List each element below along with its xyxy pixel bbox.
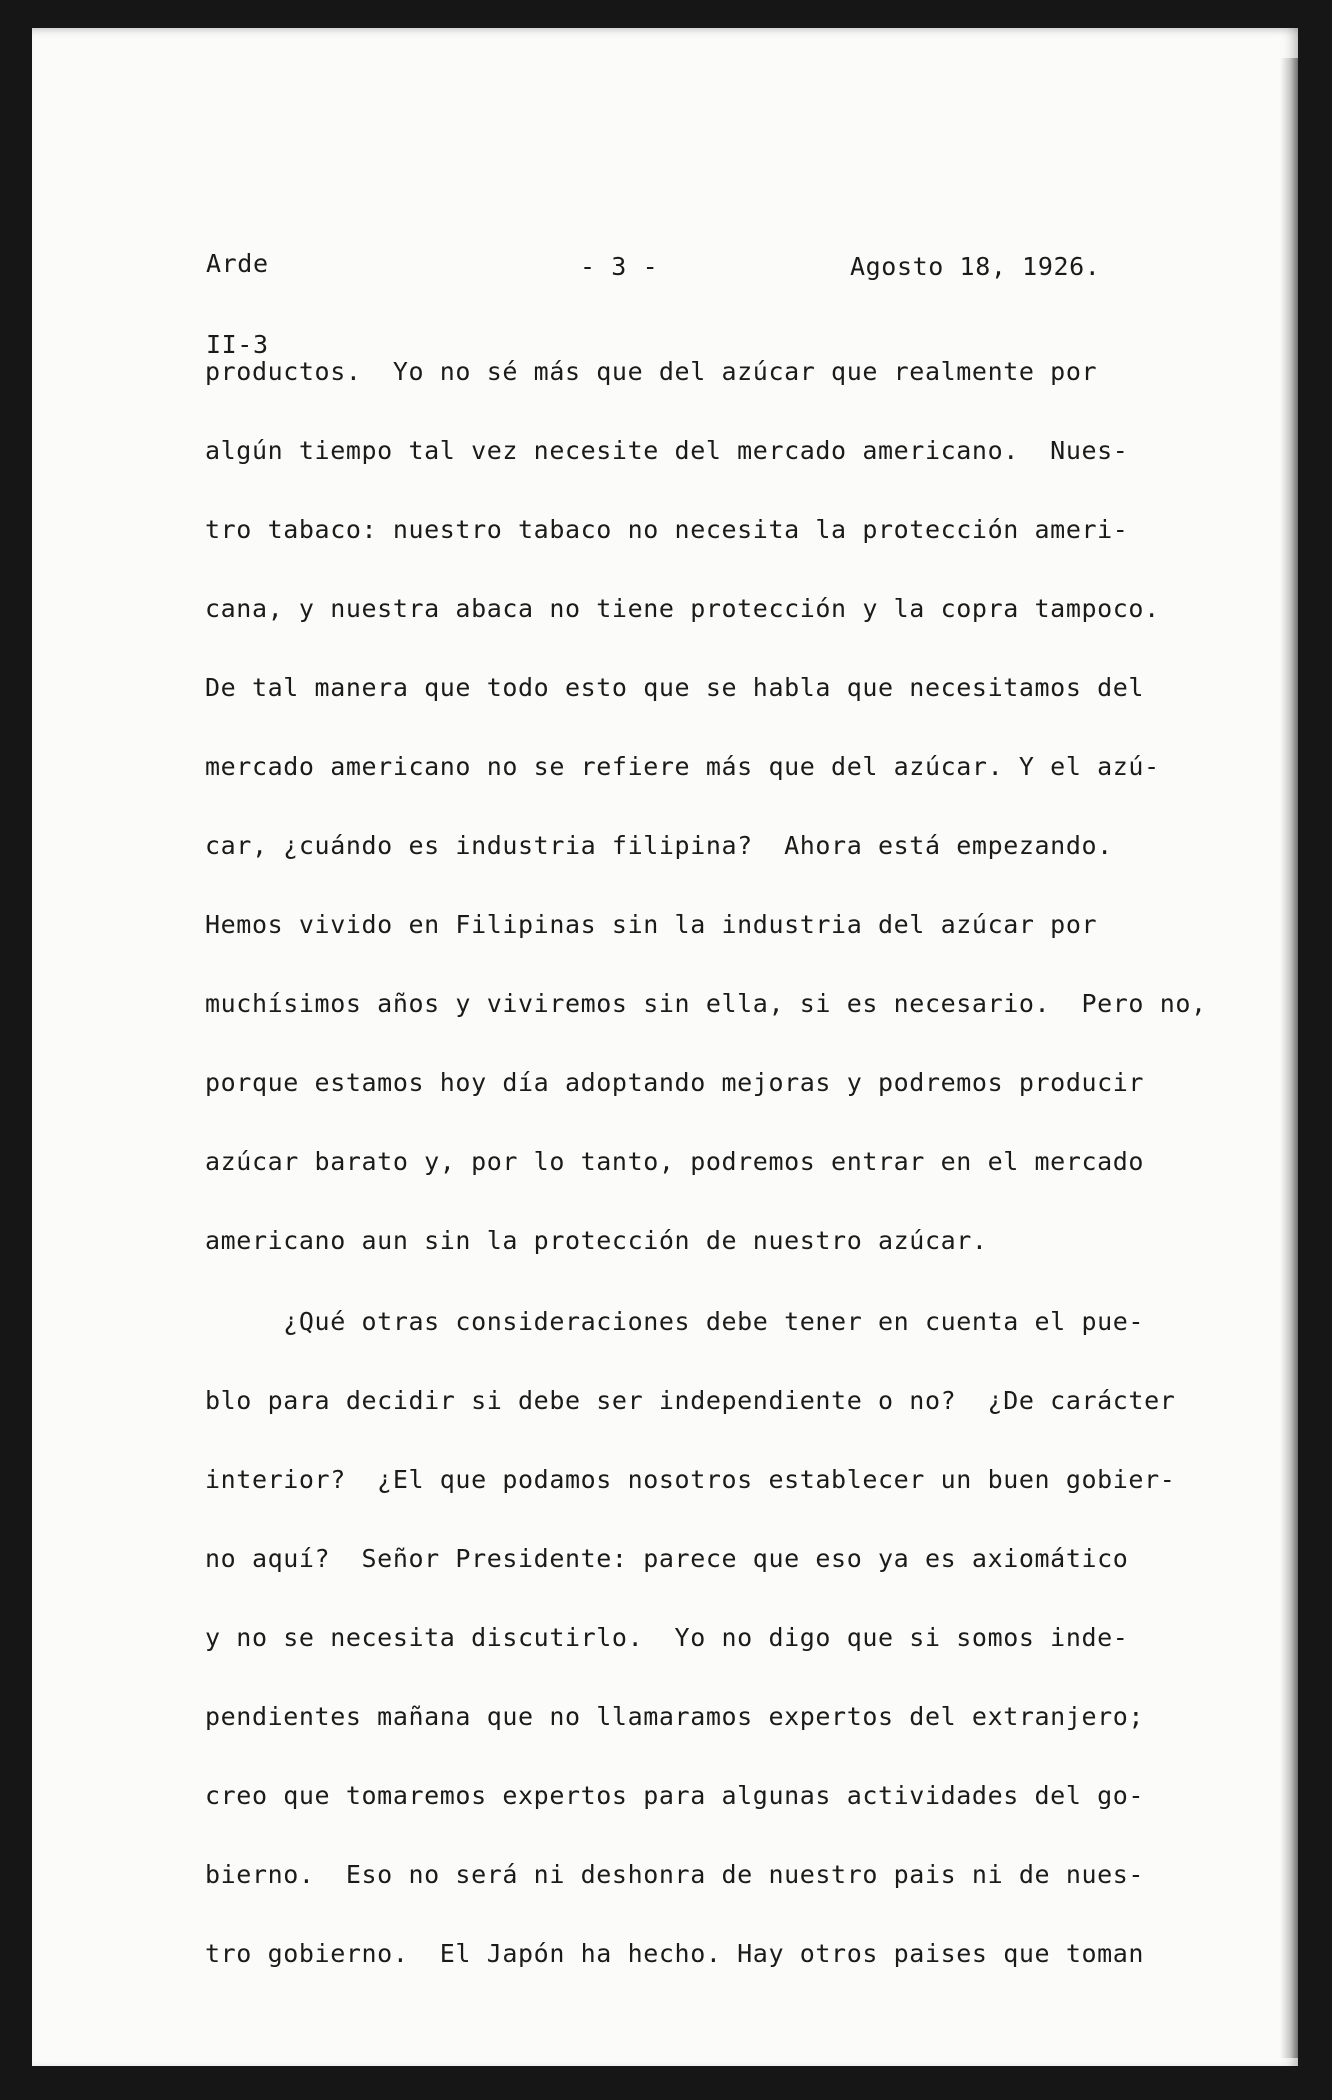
body-line-15: interior? ¿El que podamos nosotros establecer un buen gobier- xyxy=(205,1465,1176,1494)
body-line-16: no aquí? Señor Presidente: parece que eso ya es axiomático xyxy=(205,1544,1129,1573)
body-line-9: muchísimos años y viviremos sin ella, si es necesario. Pero no, xyxy=(205,989,1207,1018)
body-line-1: productos. Yo no sé más que del azúcar que realmente por xyxy=(205,357,1098,386)
body-line-6: mercado americano no se refiere más que del azúcar. Y el azú- xyxy=(205,752,1160,781)
body-line-14: blo para decidir si debe ser independiente o no? ¿De carácter xyxy=(205,1386,1176,1415)
body-line-8: Hemos vivido en Filipinas sin la industria del azúcar por xyxy=(205,910,1098,939)
body-line-10: porque estamos hoy día adoptando mejoras y podremos producir xyxy=(205,1068,1145,1097)
header-reference: II-3 xyxy=(206,330,269,359)
header-author: Arde xyxy=(206,249,269,278)
body-line-4: cana, y nuestra abaca no tiene protección y la copra tampoco. xyxy=(205,594,1160,623)
body-line-13: ¿Qué otras consideraciones debe tener en cuenta el pue- xyxy=(205,1307,1145,1336)
body-line-12: americano aun sin la protección de nuestro azúcar. xyxy=(205,1226,988,1255)
header-date: Agosto 18, 1926. xyxy=(850,252,1101,281)
body-line-19: creo que tomaremos expertos para algunas actividades del go- xyxy=(205,1781,1145,1810)
page-number: - 3 - xyxy=(580,252,659,281)
body-line-5: De tal manera que todo esto que se habla que necesitamos del xyxy=(205,673,1145,702)
page-edge-shadow xyxy=(1280,58,1298,2058)
body-line-20: bierno. Eso no será ni deshonra de nuestro pais ni de nues- xyxy=(205,1860,1145,1889)
body-line-17: y no se necesita discutirlo. Yo no digo que si somos inde- xyxy=(205,1623,1129,1652)
body-line-7: car, ¿cuándo es industria filipina? Ahora está empezando. xyxy=(205,831,1113,860)
body-line-21: tro gobierno. El Japón ha hecho. Hay otros paises que toman xyxy=(205,1939,1145,1968)
body-line-11: azúcar barato y, por lo tanto, podremos entrar en el mercado xyxy=(205,1147,1145,1176)
body-line-3: tro tabaco: nuestro tabaco no necesita la protección ameri- xyxy=(205,515,1129,544)
body-line-2: algún tiempo tal vez necesite del mercado americano. Nues- xyxy=(205,436,1129,465)
body-line-18: pendientes mañana que no llamaramos expertos del extranjero; xyxy=(205,1702,1145,1731)
